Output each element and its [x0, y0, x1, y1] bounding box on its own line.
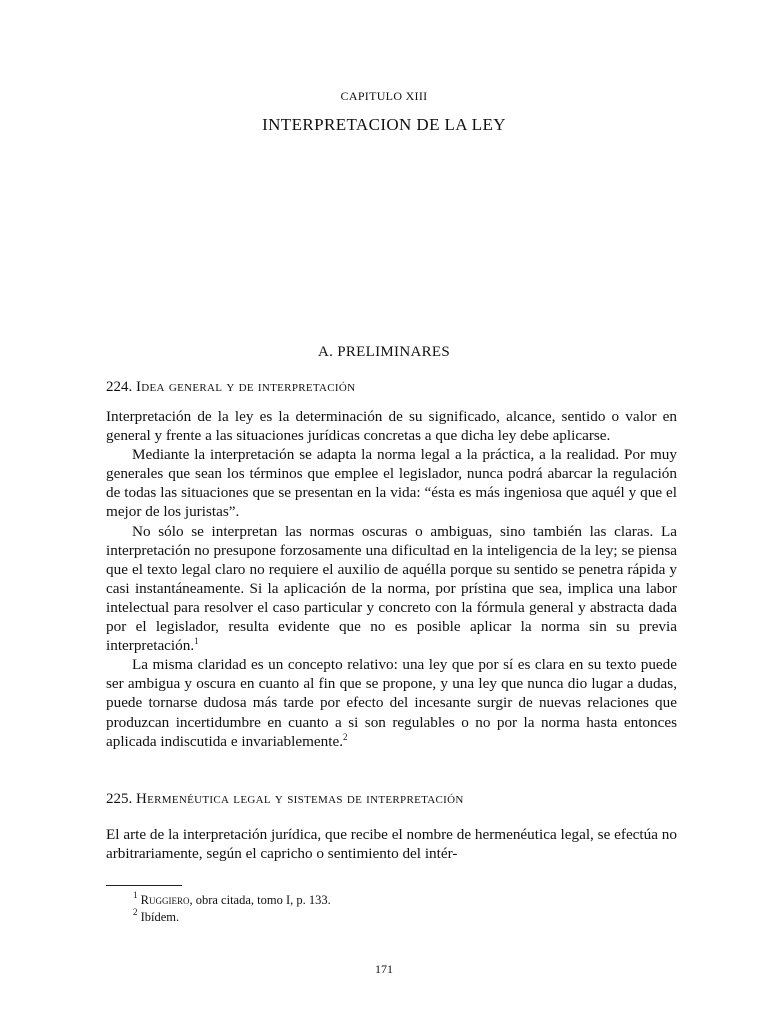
paragraph: [106, 445, 677, 521]
paragraph-text: Mediante la interpretación se adapta la norma legal a la práctica, a la realidad. Por muy generales que sean los términos que emplee el legislador, nunca podrá abarcar la regulación de todas las situaciones que se presentan en la vida: “ésta es más ingeniosa que aquél y que el mejor de los juristas”.: [106, 446, 677, 521]
paragraph: [106, 825, 677, 863]
footnote-ref: 1: [194, 636, 199, 647]
chapter-title: INTERPRETACION DE LA LEY: [262, 115, 506, 134]
subheading-224: [106, 379, 676, 396]
page-number: 171: [375, 962, 393, 976]
footnote: [133, 892, 673, 909]
paragraph-text: La misma claridad es un concepto relativo: una ley que por sí es clara en su texto puede ser ambigua y oscura en cuanto al fin que se propone, y una ley que nunca dio lugar a dudas, puede tornarse dudosa más tarde por efecto del incesante surgir de nuevas relaciones que produzcan incertidumbre en cuanto a si son regulables o no por la norma hasta entonces aplicada indiscutida e invariablemente.: [106, 656, 677, 750]
footnote-mark: 2: [133, 907, 138, 917]
paragraph-text: No sólo se interpretan las normas oscuras o ambiguas, sino también las claras. La interpretación no presupone forzosamente una dificultad en la inteligencia de la ley; se piensa que el texto legal claro no requiere el auxilio de aquélla porque su sentido se penetra rápida y casi instantáneamente. Si la aplicación de la norma, por prístina que sea, implica una labor intelectual para resolver el caso particular y concreto con la fórmula general y abstracta dada por el legislador, resulta evidente que no es posible aplicar la norma sin su previa interpretación.: [106, 522, 677, 655]
subheading-title: Idea general y de interpretación: [136, 379, 356, 395]
section-225-body: [106, 825, 677, 863]
footnote-divider: [106, 885, 182, 886]
footnote-ref: 2: [343, 731, 348, 742]
footnote: [133, 909, 673, 926]
footnote-mark: 1: [133, 890, 138, 900]
paragraph: [106, 407, 677, 445]
footnote-author: Ruggiero: [140, 893, 190, 907]
subheading-number: 225.: [106, 791, 133, 807]
paragraph: [106, 655, 677, 750]
subheading-number: 224.: [106, 379, 133, 395]
footnote-text: Ibídem.: [140, 910, 180, 924]
paragraph-text: El arte de la interpretación jurídica, que recibe el nombre de hermenéutica legal, se efectúa no arbitrariamente, según el capricho o sentimiento del intér-: [106, 826, 677, 863]
paragraph: [106, 522, 677, 656]
footnotes: [133, 892, 673, 926]
subheading-225: [106, 791, 676, 808]
subheading-title: Hermenéutica legal y sistemas de interpretación: [136, 791, 464, 807]
footnote-text: , obra citada, tomo I, p. 133.: [189, 893, 331, 907]
section-224-body: [106, 407, 677, 751]
section-heading: A. PRELIMINARES: [317, 344, 450, 360]
chapter-label: CAPITULO XIII: [340, 89, 428, 103]
paragraph-text: Interpretación de la ley es la determinación de su significado, alcance, sentido o valor en general y frente a las situaciones jurídicas concretas a que dicha ley debe aplicarse.: [106, 408, 677, 445]
